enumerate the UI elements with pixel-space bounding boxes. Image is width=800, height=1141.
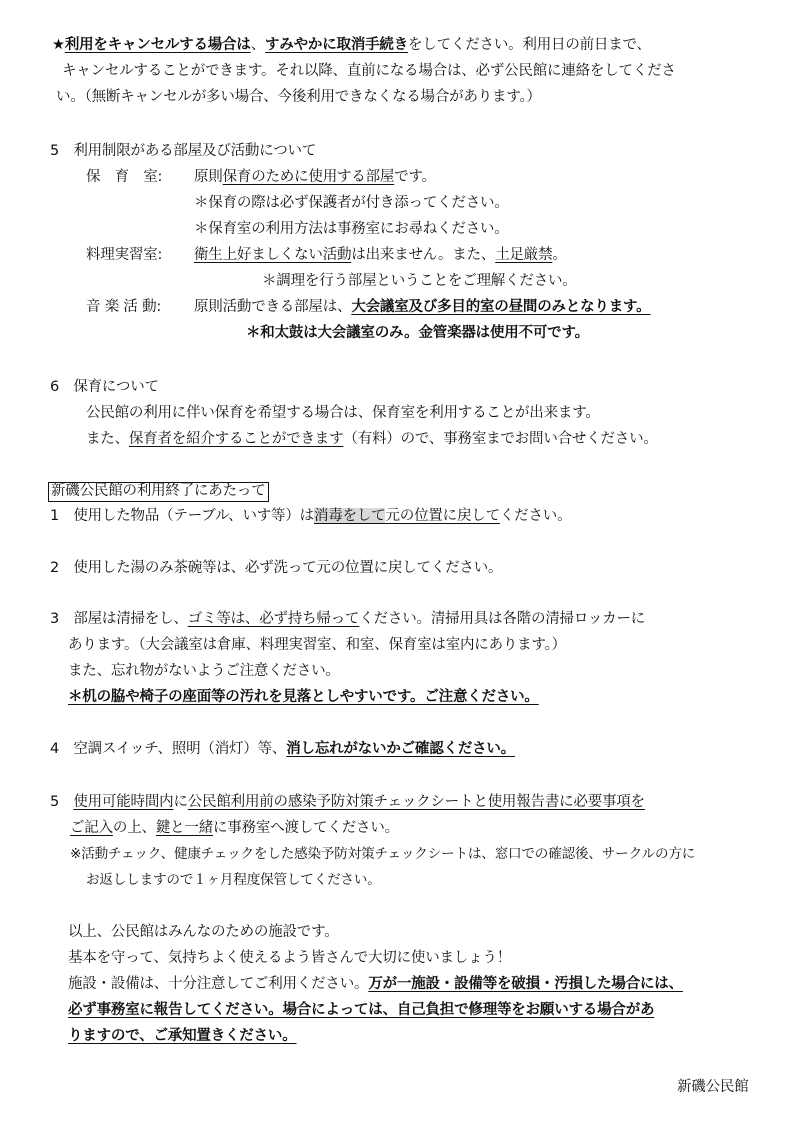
sec6-title: 6 保育について	[50, 379, 159, 395]
time-emphasis: 使用可能時間内	[73, 794, 174, 810]
key-emphasis: 鍵と一緒	[155, 820, 214, 836]
text: ください。清掃用具は各階の清掃ロッカーに	[359, 611, 646, 627]
cancel-line-3: い。（無断キャンセルが多い場合、今後利用できなくなる場合があります。）	[56, 89, 541, 105]
text: 4 空調スイッチ、照明（消灯）等、	[50, 741, 287, 757]
text: 5	[50, 794, 74, 810]
text: に事務室へ渡してください。	[213, 820, 399, 836]
end-item-3	[50, 612, 645, 627]
text: また、	[86, 431, 129, 447]
cancel-text: をしてください。利用日の前日まで、	[408, 37, 651, 53]
sec5-ryori-line	[194, 248, 567, 263]
closing-line-1: 以上、公民館はみんなのための施設です。	[68, 924, 339, 940]
sec5-hoiku-note-1: ＊保育の際は必ず保護者が付き添ってください。	[194, 195, 509, 211]
sec5-ryori-label: 料理実習室:	[86, 247, 163, 263]
comma: 、	[250, 37, 266, 53]
text: 原則	[194, 169, 223, 185]
text: 1 使用した物品（テーブル、いす等）は	[50, 508, 314, 524]
text: です。	[394, 169, 436, 185]
sec5-hoiku-note-2: ＊保育室の利用方法は事務室にお尋ねください。	[194, 221, 509, 237]
fill-in-emphasis: ご記入	[70, 820, 113, 836]
switch-off-emphasis: 消し忘れがないかご確認ください。	[286, 741, 516, 757]
damage-emphasis: 万が一施設・設備等を破損・汚損した場合には、	[368, 976, 683, 992]
hoiku-purpose: 保育のために使用する部屋	[222, 169, 395, 185]
end-item-5-note-2: お返ししますので１ヶ月程度保管してください。	[86, 872, 381, 888]
disinfect-emphasis: 消毒をして	[313, 508, 386, 524]
end-heading: 新磯公民館の利用終了にあたって	[48, 482, 269, 502]
text: 。	[552, 247, 567, 263]
sec5-title: 5 利用制限がある部屋及び活動について	[50, 143, 317, 159]
signature: 新磯公民館	[677, 1079, 749, 1095]
end-item-5-line-2	[70, 821, 399, 836]
sec5-hoiku-line	[194, 170, 436, 185]
closing-line-3	[68, 977, 683, 992]
cancel-line-2: キャンセルすることができます。それ以降、直前になる場合は、必ず公民館に連絡をしてくださ	[62, 63, 676, 79]
text: 原則活動できる部屋は、	[194, 299, 352, 315]
end-item-5-note-1: ※活動チェック、健康チェックをした感染予防対策チェックシートは、窓口での確認後、サークルの方に	[70, 846, 696, 862]
text: ください。	[499, 508, 572, 524]
end-item-3-line-4: ＊机の脇や椅子の座面等の汚れを見落としやすいです。ご注意ください。	[68, 689, 539, 705]
sec6-line-1: 公民館の利用に伴い保育を希望する場合は、保育室を利用することが出来ます。	[86, 405, 600, 421]
ryori-hygiene: 衛生上好ましくない活動	[194, 247, 352, 263]
closing-line-2: 基本を守って、気持ちよく使えるよう皆さんで大切に使いましょう！	[68, 950, 512, 966]
cancel-emphasis: 利用をキャンセルする場合は	[64, 37, 251, 53]
cancel-procedure: 取消手続き	[336, 37, 409, 53]
end-item-2: 2 使用した湯のみ茶碗等は、必ず洗って元の位置に戻してください。	[50, 560, 503, 576]
sec5-ongaku-line	[194, 300, 650, 315]
sec5-ongaku-note-1: ＊和太鼓は大会議室のみ。金管楽器は使用不可です。	[246, 325, 589, 341]
text: 施設・設備は、十分注意してご利用ください。	[68, 976, 369, 992]
cancel-promptly: すみやかに	[265, 37, 337, 53]
sec5-ryori-note-1: ＊調理を行う部屋ということをご理解ください。	[262, 273, 577, 289]
text: は出来ません。また、	[351, 247, 496, 263]
ryori-no-shoes: 土足厳禁	[495, 247, 553, 263]
closing-line-5: りますので、ご承知置きください。	[68, 1028, 297, 1044]
end-item-4	[50, 742, 515, 757]
checksheet-emphasis: 公民館利用前の感染予防対策チェックシートと使用報告書に必要事項を	[187, 794, 645, 810]
text: の上、	[112, 820, 156, 836]
sec6-childcare-intro: 保育者を紹介することができます	[128, 431, 344, 447]
ongaku-rooms: 大会議室及び多目的室の昼間のみとなります。	[351, 299, 651, 315]
sec5-hoiku-label: 保 育 室:	[86, 169, 163, 185]
end-item-1	[50, 509, 571, 524]
end-item-3-line-3: また、忘れ物がないようご注意ください。	[68, 663, 340, 679]
end-item-3-line-2: あります。（大会議室は倉庫、料理実習室、和室、保育室は室内にあります。）	[68, 637, 566, 653]
trash-emphasis: ゴミ等は、必ず持ち帰って	[187, 611, 360, 627]
closing-line-4: 必ず事務室に報告してください。場合によっては、自己負担で修理等をお願いする場合があ	[68, 1002, 655, 1018]
text: 3 部屋は清掃をし、	[50, 611, 188, 627]
star-icon: ★	[52, 37, 65, 53]
sec5-ongaku-label: 音 楽 活 動:	[86, 299, 162, 315]
text: に	[173, 794, 188, 810]
cancel-line-1	[52, 38, 651, 53]
end-item-5	[50, 795, 645, 810]
return-emphasis: 元の位置に戻して	[385, 508, 500, 524]
sec6-line-2	[86, 432, 658, 447]
text: （有料）ので、事務室までお問い合せください。	[343, 431, 658, 447]
